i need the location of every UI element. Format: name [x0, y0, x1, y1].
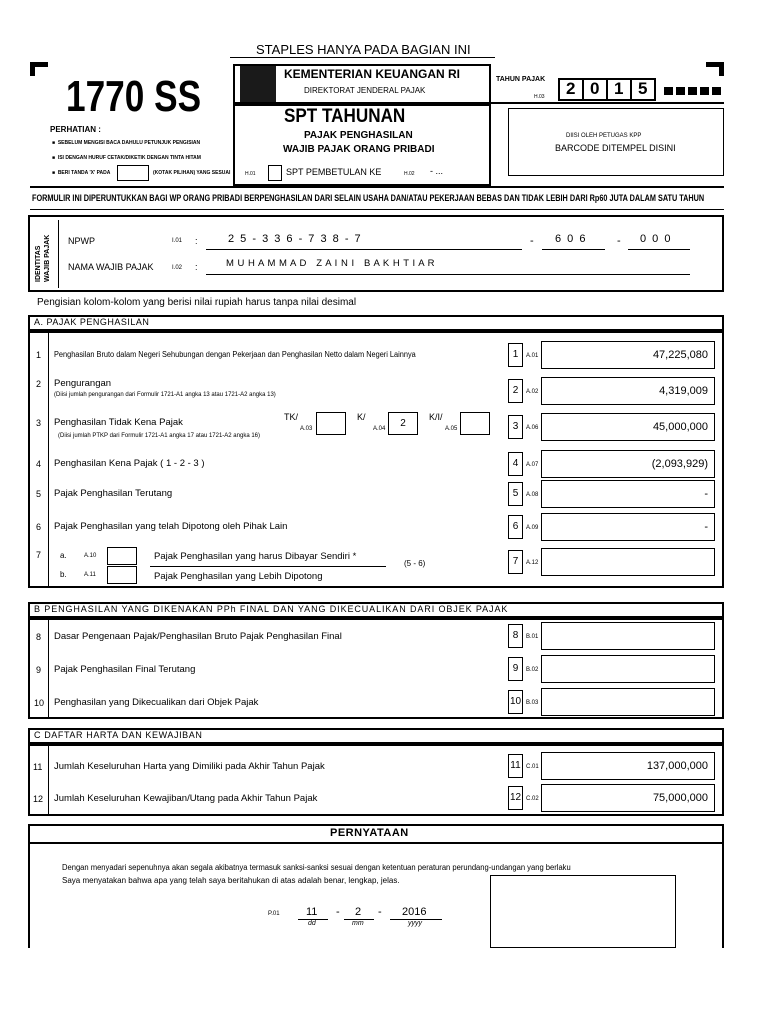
- notice-top-rule: [30, 186, 724, 188]
- corner-mark-left: [30, 62, 48, 76]
- row-number: 11: [33, 762, 43, 772]
- row-label: Penghasilan Tidak Kena Pajak: [54, 417, 183, 428]
- section-b-title: B PENGHASILAN YANG DIKENAKAN PPh FINAL DAN YANG DIKECUALIKAN DARI OBJEK PAJAK: [34, 604, 509, 614]
- row-label: Jumlah Keseluruhan Harta yang Dimiliki pada Akhir Tahun Pajak: [54, 761, 325, 772]
- date-sep: -: [336, 906, 340, 918]
- row-label: Jumlah Keseluruhan Kewajiban/Utang pada Akhir Tahun Pajak: [54, 793, 318, 804]
- directorate-name: DIREKTORAT JENDERAL PAJAK: [304, 86, 426, 95]
- identitas-box: [28, 215, 724, 292]
- row-label: Penghasilan Bruto dalam Negeri Sehubungan dengan Pekerjaan dan Penghasilan Netto dalam Negeri Lainnya: [54, 350, 416, 359]
- row-code: A.07: [526, 462, 539, 468]
- row-label: Pajak Penghasilan Final Terutang: [54, 664, 196, 675]
- name-colon: :: [195, 262, 198, 272]
- row-box-number: 11: [508, 754, 523, 778]
- row-box-number: 8: [508, 624, 523, 648]
- pernyataan-right-border: [722, 844, 724, 948]
- row7-formula: (5 - 6): [404, 559, 426, 568]
- tahun-label: TAHUN PAJAK: [496, 76, 546, 83]
- ptkp-tk-label: TK/: [284, 412, 299, 422]
- row-code: A.12: [526, 560, 539, 566]
- row7-a-checkbox[interactable]: [107, 547, 137, 565]
- row-code: A.06: [526, 425, 539, 431]
- row-code: B.03: [526, 700, 539, 706]
- row-box-number: 12: [508, 786, 523, 810]
- taxpayer-name-value[interactable]: M U H A M M A D Z A I N I B A K H T I A R: [226, 258, 436, 269]
- tick-sample-box: [117, 165, 149, 181]
- date-day[interactable]: 11: [306, 906, 318, 918]
- row-code: B.02: [526, 667, 539, 673]
- row-number: 12: [33, 794, 44, 804]
- row-code: A.09: [526, 525, 539, 531]
- row-box-number: 2: [508, 379, 523, 403]
- year-divider: [606, 78, 608, 101]
- ptkp-ki-label: K/I/: [429, 412, 443, 422]
- ptkp-field[interactable]: 45,000,000: [541, 413, 715, 441]
- pernyataan-title: PERNYATAAN: [330, 827, 409, 839]
- year-digit-4: 5: [638, 79, 648, 98]
- kpp-label: DIISI OLEH PETUGAS KPP: [566, 133, 642, 139]
- npwp-office-value[interactable]: 0 0 0: [640, 233, 672, 245]
- pembetulan-label: SPT PEMBETULAN KE: [286, 167, 382, 177]
- perhatian-item-4: (KOTAK PILIHAN) YANG SESUAI: [153, 170, 231, 176]
- ministry-name: KEMENTERIAN KEUANGAN RI: [284, 67, 461, 81]
- pernyataan-line-2: Saya menyatakan bahwa apa yang telah saya beritahukan di atas adalah benar, lengkap, jelas.: [62, 876, 400, 885]
- pph-final-field[interactable]: [541, 655, 715, 683]
- row7-a-label: a.: [60, 551, 67, 560]
- barcode-marks: [664, 87, 724, 95]
- ptkp-tk-field[interactable]: [316, 412, 346, 435]
- npwp-branch-underline: [542, 249, 605, 250]
- row7-b-text: Pajak Penghasilan yang Lebih Dipotong: [154, 571, 323, 582]
- section-c-title: C DAFTAR HARTA DAN KEWAJIBAN: [34, 730, 203, 740]
- row7-b-label: b.: [60, 570, 67, 579]
- row-box-number: 3: [508, 415, 523, 439]
- npwp-sep-1: -: [530, 235, 534, 247]
- perhatian-title: PERHATIAN :: [50, 125, 101, 134]
- row-box-number: 9: [508, 657, 523, 681]
- kewajiban-field[interactable]: 75,000,000: [541, 784, 715, 812]
- row-sublabel: (Diisi jumlah pengurangan dari Formulir 1721-A1 angka 13 atau 1721-A2 angka 13): [54, 392, 276, 398]
- npwp-label: NPWP: [68, 236, 95, 246]
- row-label: Penghasilan yang Dikecualikan dari Objek Pajak: [54, 697, 259, 708]
- h03-code: H.03: [534, 94, 545, 100]
- ptkp-tk-code: A.03: [300, 426, 313, 432]
- penghasilan-bruto-field[interactable]: 47,225,080: [541, 341, 715, 369]
- year-digit-1: 2: [566, 79, 576, 98]
- row-box-number: 10: [508, 690, 523, 714]
- section-c-number-divider: [48, 744, 49, 816]
- row-number: 4: [36, 459, 42, 469]
- p01-code: P.01: [268, 911, 280, 917]
- pernyataan-line-1: Dengan menyadari sepenuhnya akan segala akibatnya termasuk sanksi-sanksi sesuai dengan ketentuan peraturan perundang-undangan yang berlaku: [62, 863, 571, 872]
- date-year[interactable]: 2016: [402, 906, 427, 918]
- pernyataan-left-border: [28, 844, 30, 948]
- spt-title: SPT TAHUNAN: [284, 106, 406, 127]
- pph-dipotong-field[interactable]: -: [541, 513, 715, 541]
- barcode-label: BARCODE DITEMPEL DISINI: [555, 143, 676, 153]
- name-underline: [206, 274, 690, 275]
- row7-fraction-line: [150, 566, 386, 567]
- dikecualikan-field[interactable]: [541, 688, 715, 716]
- spt-subtitle-1: PAJAK PENGHASILAN: [304, 130, 413, 141]
- ptkp-ki-code: A.05: [445, 426, 458, 432]
- spt-subtitle-2: WAJIB PAJAK ORANG PRIBADI: [283, 144, 435, 155]
- identitas-side-label: IDENTITAS WAJIB PAJAK: [35, 234, 51, 282]
- row-number: 10: [34, 698, 45, 708]
- row-number: 8: [36, 632, 42, 642]
- row-label: Dasar Pengenaan Pajak/Penghasilan Bruto Pajak Penghasilan Final: [54, 631, 342, 642]
- section-a-title: A. PAJAK PENGHASILAN: [34, 317, 150, 327]
- row-box-number: 5: [508, 482, 523, 506]
- ptkp-ki-field[interactable]: [460, 412, 490, 435]
- row-label: Pajak Penghasilan yang telah Dipotong oleh Pihak Lain: [54, 521, 288, 532]
- name-code: I.02: [172, 265, 183, 271]
- npwp-sep-2: -: [617, 235, 621, 247]
- date-month[interactable]: 2: [355, 906, 362, 918]
- row-code: B.01: [526, 634, 539, 640]
- row7-b-checkbox[interactable]: [107, 566, 137, 584]
- row-number: 9: [36, 665, 42, 675]
- row-code: A.08: [526, 492, 539, 498]
- row-label: Penghasilan Kena Pajak ( 1 - 2 - 3 ): [54, 458, 205, 469]
- staples-line: [230, 57, 495, 58]
- year-caption: yyyy: [408, 920, 422, 927]
- year-digit-3: 1: [614, 79, 624, 98]
- staples-label: STAPLES HANYA PADA BAGIAN INI: [256, 42, 471, 57]
- year-divider: [630, 78, 632, 101]
- h01-code: H.01: [245, 171, 256, 177]
- year-divider: [582, 78, 584, 101]
- row-sublabel: (Diisi jumlah PTKP dari Formulir 1721-A1 angka 17 atau 1721-A2 angka 16): [58, 433, 260, 439]
- decimal-note: Pengisian kolom-kolom yang berisi nilai rupiah harus tanpa nilai desimal: [37, 297, 357, 308]
- row-box-number: 1: [508, 343, 523, 367]
- row7-a-code: A.10: [84, 553, 97, 559]
- perhatian-item-2: ■ ISI DENGAN HURUF CETAK/DIKETIK DENGAN TINTA HITAM: [52, 155, 201, 161]
- row-code: C.02: [526, 796, 539, 802]
- row-label: Pajak Penghasilan Terutang: [54, 488, 173, 499]
- ptkp-k-field[interactable]: 2: [388, 412, 418, 435]
- row-box-number: 7: [508, 550, 523, 574]
- ptkp-k-code: A.04: [373, 426, 386, 432]
- signature-box[interactable]: [490, 875, 676, 948]
- day-caption: dd: [308, 920, 316, 927]
- name-label: NAMA WAJIB PAJAK: [68, 262, 154, 272]
- section-a-number-divider: [48, 331, 49, 588]
- identitas-divider: [58, 220, 59, 288]
- npwp-code: I.01: [172, 238, 183, 244]
- row-label: Pengurangan: [54, 378, 112, 389]
- ptkp-k-label: K/: [357, 412, 366, 422]
- npwp-branch-value[interactable]: 6 0 6: [555, 233, 587, 245]
- row-box-number: 4: [508, 452, 523, 476]
- notice-bottom-rule: [30, 209, 724, 210]
- npwp-underline: [206, 249, 522, 250]
- pengurangan-field[interactable]: 4,319,009: [541, 377, 715, 405]
- perhatian-item-1: ■ SEBELUM MENGISI BACA DAHULU PETUNJUK PENGISIAN: [52, 140, 201, 146]
- row-box-number: 6: [508, 515, 523, 539]
- row7-b-code: A.11: [84, 572, 96, 578]
- row-number: 6: [36, 522, 42, 532]
- npwp-office-underline: [628, 249, 690, 250]
- section-b-number-divider: [48, 618, 49, 719]
- pph-kurang-lebih-field[interactable]: [541, 548, 715, 576]
- kpp-box: [508, 108, 724, 176]
- h02-code: H.02: [404, 171, 415, 177]
- npwp-main-value[interactable]: 2 5 - 3 3 6 - 7 3 8 - 7: [228, 233, 363, 245]
- penghasilan-kena-pajak-field[interactable]: (2,093,929): [541, 450, 715, 478]
- year-digit-2: 0: [590, 79, 600, 98]
- npwp-colon: :: [195, 236, 198, 246]
- row-number: 3: [36, 418, 42, 428]
- ministry-logo: [240, 66, 276, 102]
- row-code: C.01: [526, 764, 539, 770]
- row-number: 2: [36, 379, 42, 389]
- pph-terutang-field[interactable]: -: [541, 480, 715, 508]
- row-number: 7: [36, 550, 42, 560]
- row-code: A.01: [526, 353, 539, 359]
- pembetulan-checkbox[interactable]: [268, 165, 282, 181]
- date-sep: -: [378, 906, 382, 918]
- notice-text: FORMULIR INI DIPERUNTUKKAN BAGI WP ORANG PRIBADI BERPENGHASILAN DARI SELAIN USAHA DAN/ATAU PEKERJAAN BEBAS DAN TIDAK LEBIH DARI Rp60 JUTA DALAM SATU TAHUN: [32, 193, 705, 204]
- row-number: 5: [36, 489, 42, 499]
- pembetulan-value[interactable]: - ...: [430, 166, 443, 176]
- row7-a-text: Pajak Penghasilan yang harus Dibayar Sendiri *: [154, 551, 357, 562]
- dpp-final-field[interactable]: [541, 622, 715, 650]
- form-code: 1770 SS: [66, 72, 202, 121]
- row-number: 1: [36, 350, 42, 360]
- harta-field[interactable]: 137,000,000: [541, 752, 715, 780]
- month-caption: mm: [352, 920, 364, 927]
- perhatian-item-3: ■ BERI TANDA 'X' PADA: [52, 170, 111, 176]
- row-code: A.02: [526, 389, 539, 395]
